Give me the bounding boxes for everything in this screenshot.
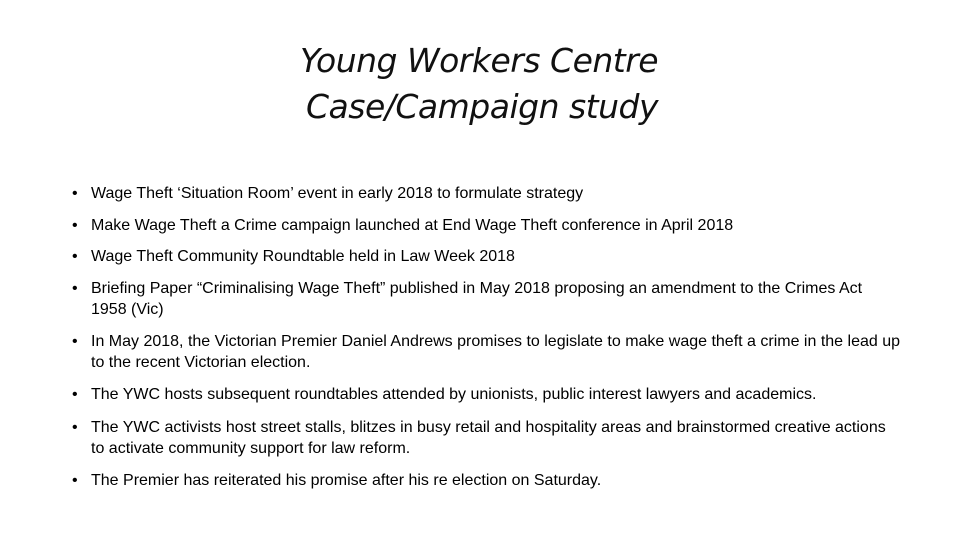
- bullet-marker: •: [72, 248, 78, 265]
- bullet-marker: •: [72, 419, 78, 436]
- bullet-item: [72, 384, 902, 405]
- bullet-item: [72, 183, 902, 204]
- bullet-item: [72, 246, 902, 267]
- bullet-item: [72, 215, 902, 236]
- bullet-item: [72, 470, 902, 491]
- bullet-item: [72, 331, 902, 373]
- bullet-text: The Premier has reiterated his promise after his re election on Saturday.: [91, 472, 602, 489]
- bullet-text: Briefing Paper “Criminalising Wage Theft” published in May 2018 proposing an amendment to the Crimes Act 1958 (Vic): [91, 280, 863, 318]
- bullet-item: [72, 278, 902, 320]
- bullet-marker: •: [72, 472, 78, 489]
- bullet-text: In May 2018, the Victorian Premier Daniel Andrews promises to legislate to make wage theft a crime in the lead up to the recent Victorian election.: [91, 333, 901, 371]
- bullet-text: The YWC activists host street stalls, blitzes in busy retail and hospitality areas and brainstormed creative actions to activate community support for law reform.: [91, 419, 886, 457]
- slide-title-line-2: Case/Campaign study: [306, 87, 659, 126]
- bullet-text: The YWC hosts subsequent roundtables attended by unionists, public interest lawyers and academics.: [91, 386, 817, 403]
- bullet-item: [72, 417, 902, 459]
- slide-title: [300, 38, 720, 130]
- bullet-marker: •: [72, 280, 78, 297]
- bullet-marker: •: [72, 333, 78, 350]
- bullet-text: Make Wage Theft a Crime campaign launched at End Wage Theft conference in April 2018: [91, 217, 734, 234]
- bullet-text: Wage Theft ‘Situation Room’ event in early 2018 to formulate strategy: [91, 185, 584, 202]
- slide-title-line-1: Young Workers Centre: [300, 41, 659, 80]
- bullet-text: Wage Theft Community Roundtable held in Law Week 2018: [91, 248, 515, 265]
- bullet-list: [72, 183, 902, 491]
- bullet-marker: •: [72, 217, 78, 234]
- bullet-marker: •: [72, 185, 78, 202]
- bullet-marker: •: [72, 386, 78, 403]
